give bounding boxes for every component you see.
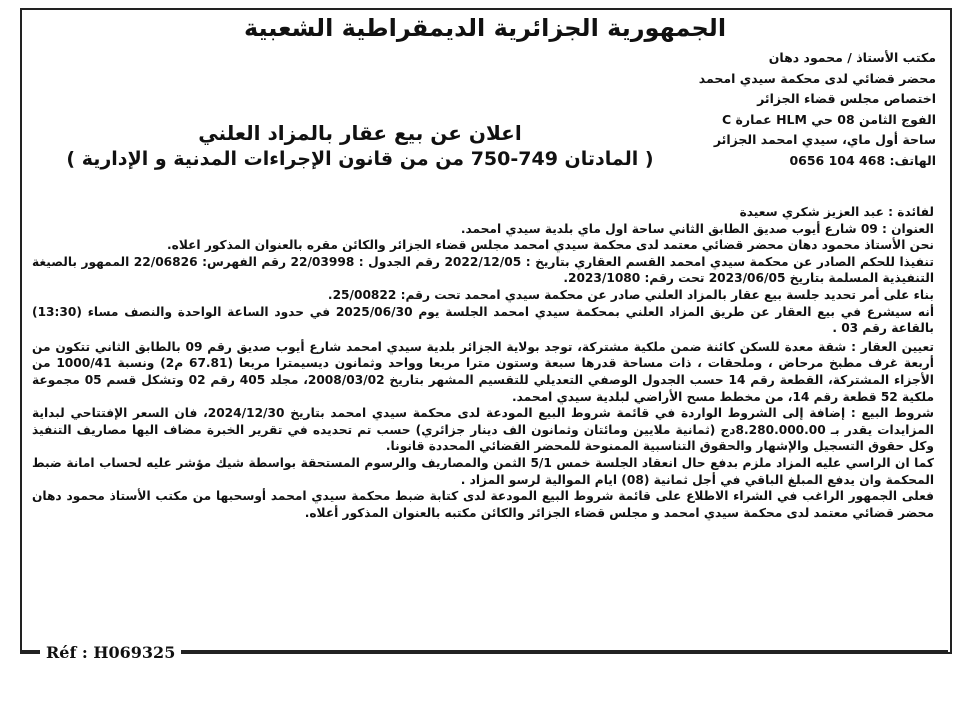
announcement-title: اعلان عن بيع عقار بالمزاد العلني bbox=[198, 121, 522, 145]
sale-conditions-paragraph: شروط البيع : إضافة إلى الشروط الواردة في قائمة شروط البيع المودعة لدى محكمة سيدي امحمد بتاريخ 2024/12/30، فان السعر الإفتتاحي لبداية المزايدات يقدر بـ 8.280.000.00دج (ثمانية ملايين ومائتان وثمانون الف دينار جزائري) حسب تم تحديده في تقرير الخبرة مضاف اليها مصاريف التنفيذ وكل حقوق التسجيل والإشهار والحقوق التناسبية الممنوحة للمحضر القضائي المحددة قانونا. bbox=[32, 406, 934, 454]
office-line: محضر قضائي لدى محكمة سيدي امحمد bbox=[698, 70, 936, 86]
property-paragraph: تعيين العقار : شقة معدة للسكن كائنة ضمن ملكية مشتركة، توجد بولاية الجزائر بلدية سيدي امحمد شارع أيوب صديق رقم 09 بالطابق الثاني تتكون من أربعة غرف مطبخ مرحاض ، وملحقات ، ذات مساحة قدرها سبعة وستون مترا مربعا وواحد وثمانون ديسيمترا مربعا (67.81 م2) ونسبة 1000/41 من الأجزاء المشتركة، القطعة رقم 14 حسب الجدول الوصفي التعديلي للتقسيم المشهر بتاريخ 2008/03/02، مجلد 405 رقم 02 وتشكل قسم 05 مجموعة ملكية 52 قطعة رقم 14، من مخطط مسح الأراضي لبلدية سيدي امحمد. bbox=[32, 339, 934, 404]
office-line: اختصاص مجلس قضاء الجزائر bbox=[757, 91, 936, 106]
announcement-subtitle: ( المادتان 749-750 من من قانون الإجراءات المدنية و الإدارية ) bbox=[66, 148, 654, 170]
office-line: ساحة أول ماي، سيدي امحمد الجزائر bbox=[713, 132, 936, 147]
judgment-paragraph: تنفيذا للحكم الصادر عن محكمة سيدي امحمد القسم العقاري بتاريخ : 2022/12/05 رقم الجدول : 22/03998 رقم الفهرس: 22/06826 الممهور بالصيغة التنفيذية المسلمة بتاريخ 2023/06/05 تحت رقم: 2023/1080. bbox=[32, 254, 934, 286]
address-line: العنوان : 09 شارع أيوب صديق الطابق الثاني ساحة اول ماي بلدية سيدي امحمد. bbox=[460, 221, 934, 236]
office-line: الهاتف: 468 104 0656 bbox=[789, 152, 936, 168]
notice-body bbox=[32, 204, 934, 521]
page-title: الجمهورية الجزائرية الديمقراطية الشعبية bbox=[243, 14, 727, 42]
public-notice-paragraph: فعلى الجمهور الراغب في الشراء الاطلاع على قائمة شروط البيع المودعة لدى كتابة ضبط محكمة سيدي امحمد أوسحبها من مكتب الأستاذ محمود دهان محضر قضائي معتمد لدى محكمة سيدي امحمد و مجلس قضاء الجزائر والكائن مكتبه بالعنوان المذكور أعلاه. bbox=[32, 489, 934, 520]
order-paragraph: بناء على أمر تحديد جلسة بيع عقار بالمزاد العلني صادر عن محكمة سيدي امحمد تحت رقم: 25/00822. bbox=[327, 287, 934, 302]
office-line: الفوج الثامن 08 حي HLM عمارة C bbox=[721, 111, 936, 127]
bailiff-paragraph: نحن الأستاذ محمود دهان محضر قضائي معتمد لدى محكمة سيدي امحمد مجلس قضاء الجزائر والكائن مقره بالعنوان المذكور اعلاه. bbox=[167, 238, 934, 253]
auction-date-paragraph: أنه سيشرع في بيع العقار عن طريق المزاد العلني بمحكمة سيدي امحمد الجلسة يوم 2025/06/30 في حدود الساعة الواحدة والنصف مساء (13:30) بالقاعة رقم 03 . bbox=[32, 304, 934, 336]
beneficiary-line: لفائدة : عبد العزيز شكري سعيدة bbox=[739, 205, 934, 219]
office-line: مكتب الأستاذ / محمود دهان bbox=[768, 50, 936, 65]
reference-number: Réf : H069325 bbox=[40, 643, 181, 662]
announcement-heading bbox=[60, 120, 660, 172]
payment-paragraph: كما ان الراسي عليه المزاد ملزم بدفع حال انعقاد الجلسة خمس 5/1 الثمن والمصاريف والرسوم المستحقة بواسطة شيك مؤشر عليه لحساب امانة ضبط المحكمة وان يدفع المبلغ الباقي في أجل ثمانية (08) ايام الموالية لرسو المزاد . bbox=[32, 455, 934, 487]
